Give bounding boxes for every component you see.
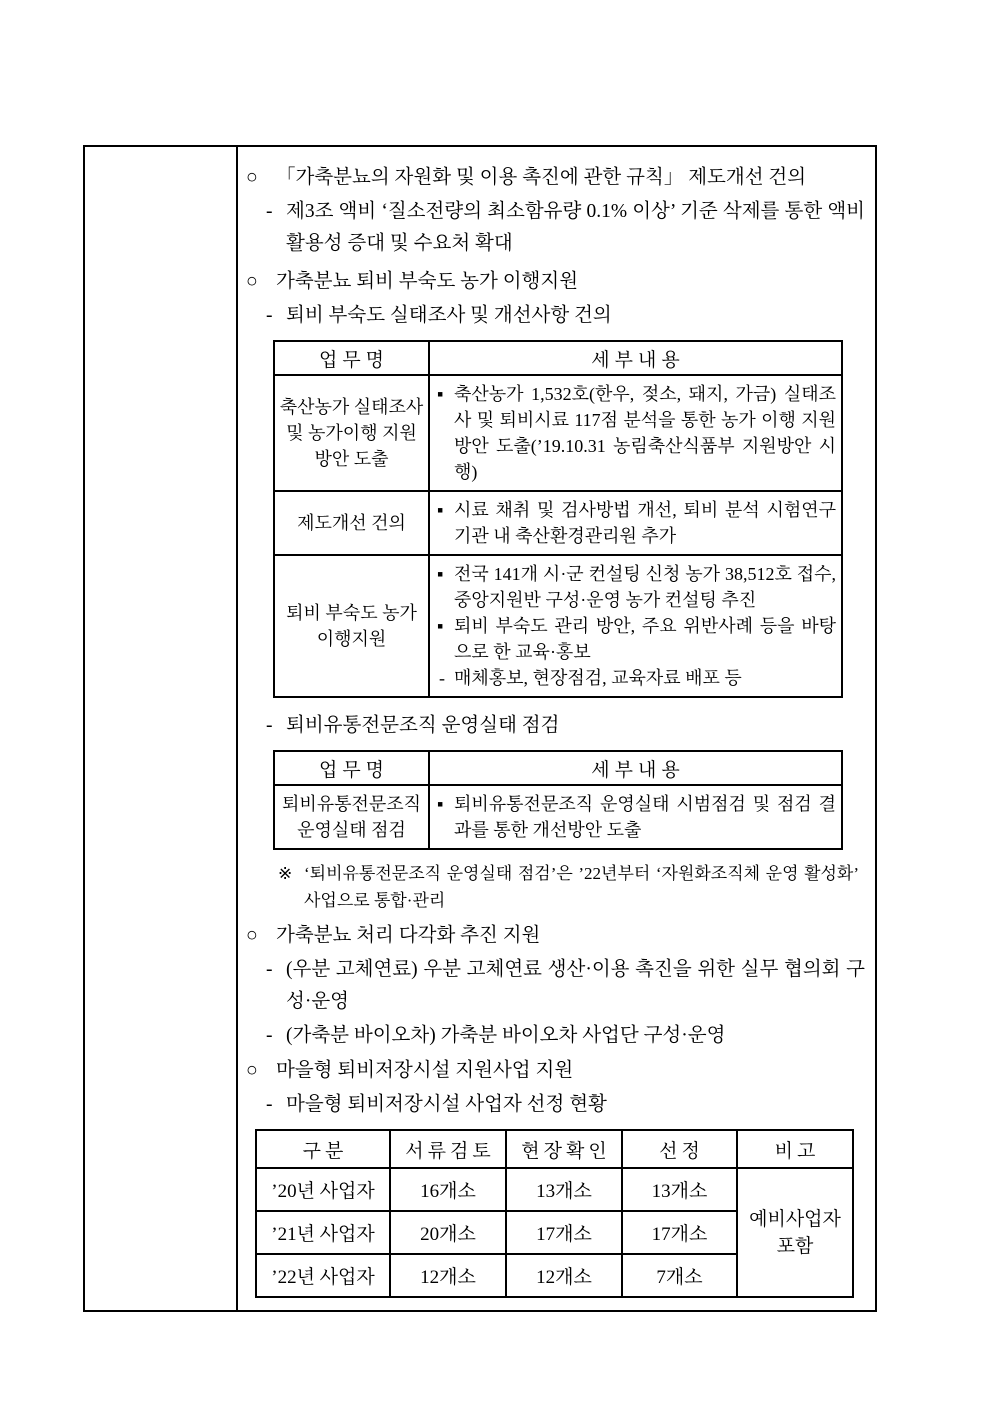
task-cell: 축산농가 실태조사 및 농가이행 지원 방안 도출 xyxy=(274,375,429,491)
doc-review-cell: 16개소 xyxy=(390,1168,506,1211)
table-row xyxy=(274,375,842,491)
compost-survey-table xyxy=(273,340,843,698)
task-cell: 퇴비유통전문조직 운영실태 점검 xyxy=(274,785,429,849)
circle-bullet: ○ xyxy=(246,1060,258,1081)
site-check-cell: 13개소 xyxy=(506,1168,622,1211)
dash-bullet: - xyxy=(266,1025,273,1046)
footnote xyxy=(246,860,869,914)
dash-compost-survey xyxy=(246,300,869,332)
table-row xyxy=(274,785,842,849)
year-cell: ’21년 사업자 xyxy=(256,1211,390,1254)
detail-item xyxy=(437,613,836,665)
dash-text: (우분 고체연료) 우분 고체연료 생산·이용 촉진을 위한 실무 협의회 구성·운영 xyxy=(286,959,865,1012)
table-row xyxy=(274,555,842,697)
doc-review-cell: 20개소 xyxy=(390,1211,506,1254)
footnote-text: ‘퇴비유통전문조직 운영실태 점검’은 ’22년부터 ‘자원화조직체 운영 활성화’ 사업으로 통합·관리 xyxy=(304,864,859,910)
site-check-cell: 17개소 xyxy=(506,1211,622,1254)
distribution-check-table xyxy=(273,750,843,850)
column-header-details: 세부내용 xyxy=(429,751,842,785)
dash-text: 퇴비 부숙도 실태조사 및 개선사항 건의 xyxy=(286,305,612,326)
year-cell: ’22년 사업자 xyxy=(256,1254,390,1297)
dash-distribution-check xyxy=(246,710,869,742)
dash-bullet: - xyxy=(266,1094,273,1115)
dash-text: 퇴비유통전문조직 운영실태 점검 xyxy=(286,715,560,736)
column-header-details: 세부내용 xyxy=(429,341,842,375)
dash-biochar xyxy=(246,1020,869,1052)
bullet-text: 「가축분뇨의 자원화 및 이용 촉진에 관한 규칙」 제도개선 건의 xyxy=(276,167,807,188)
left-header-cell xyxy=(85,147,238,1310)
detail-item xyxy=(437,791,836,843)
table-row xyxy=(274,491,842,555)
bullet-diversification xyxy=(246,920,869,952)
selected-cell: 13개소 xyxy=(622,1168,737,1211)
circle-bullet: ○ xyxy=(246,271,258,292)
column-header-category: 구분 xyxy=(256,1130,390,1168)
column-header-task: 업무명 xyxy=(274,751,429,785)
report-table-frame xyxy=(83,145,877,1312)
selected-cell: 7개소 xyxy=(622,1254,737,1297)
dash-text: 마을형 퇴비저장시설 사업자 선정 현황 xyxy=(286,1094,607,1115)
detail-text: 축산농가 1,532호(한우, 젖소, 돼지, 가금) 실태조사 및 퇴비시료 117점 분석을 통한 농가 이행 지원방안 도출(’19.10.31 농림축산식품부 지원방안 시행) xyxy=(454,384,836,482)
square-bullet: ▪ xyxy=(437,564,444,584)
dash-bullet: - xyxy=(439,668,445,688)
column-header-task: 업무명 xyxy=(274,341,429,375)
dash-bullet: - xyxy=(266,305,273,326)
bullet-compost-support xyxy=(246,266,869,298)
detail-item xyxy=(437,561,836,613)
column-header-selected: 선정 xyxy=(622,1130,737,1168)
details-cell xyxy=(429,491,842,555)
site-check-cell: 12개소 xyxy=(506,1254,622,1297)
column-header-remark: 비고 xyxy=(737,1130,853,1168)
detail-text: 퇴비 부숙도 관리 방안, 주요 위반사례 등을 바탕으로 한 교육·홍보 xyxy=(454,616,836,662)
dash-text: (가축분 바이오차) 가축분 바이오차 사업단 구성·운영 xyxy=(286,1025,726,1046)
square-bullet: ▪ xyxy=(437,616,444,636)
square-bullet: ▪ xyxy=(437,500,444,520)
details-cell xyxy=(429,375,842,491)
dash-village-selection xyxy=(246,1089,869,1121)
circle-bullet: ○ xyxy=(246,167,258,188)
column-header-doc-review: 서류검토 xyxy=(390,1130,506,1168)
square-bullet: ▪ xyxy=(437,794,444,814)
dash-solid-fuel xyxy=(246,954,869,1018)
dash-bullet: - xyxy=(266,201,273,222)
remark-cell: 예비사업자 포함 xyxy=(737,1168,853,1297)
task-cell: 제도개선 건의 xyxy=(274,491,429,555)
doc-review-cell: 12개소 xyxy=(390,1254,506,1297)
bullet-text: 가축분뇨 퇴비 부숙도 농가 이행지원 xyxy=(276,271,579,292)
table-header-row xyxy=(274,341,842,375)
detail-item xyxy=(437,381,836,485)
table-header-row xyxy=(256,1130,853,1168)
bullet-village-storage xyxy=(246,1055,869,1087)
content-cell xyxy=(238,147,875,1310)
task-cell: 퇴비 부숙도 농가 이행지원 xyxy=(274,555,429,697)
dash-rule-proposal-detail xyxy=(246,196,869,260)
circle-bullet: ○ xyxy=(246,925,258,946)
detail-item xyxy=(437,497,836,549)
detail-text: 시료 채취 및 검사방법 개선, 퇴비 분석 시험연구기관 내 축산환경관리원 추가 xyxy=(454,500,836,546)
details-cell xyxy=(429,785,842,849)
year-cell: ’20년 사업자 xyxy=(256,1168,390,1211)
detail-text: 퇴비유통전문조직 운영실태 시범점검 및 점검 결과를 통한 개선방안 도출 xyxy=(454,794,836,840)
selected-cell: 17개소 xyxy=(622,1211,737,1254)
detail-subitem xyxy=(437,665,836,691)
square-bullet: ▪ xyxy=(437,384,444,404)
table-row xyxy=(256,1168,853,1211)
table-header-row xyxy=(274,751,842,785)
bullet-rule-proposal xyxy=(246,162,869,194)
detail-text: 전국 141개 시·군 컨설팅 신청 농가 38,512호 접수, 중앙지원반 구성·운영 농가 컨설팅 추진 xyxy=(454,564,836,610)
reference-mark: ※ xyxy=(278,864,293,883)
bullet-text: 가축분뇨 처리 다각화 추진 지원 xyxy=(276,925,541,946)
details-cell xyxy=(429,555,842,697)
detail-text: 매체홍보, 현장점검, 교육자료 배포 등 xyxy=(454,668,742,688)
dash-text: 제3조 액비 ‘질소전량의 최소함유량 0.1% 이상’ 기준 삭제를 통한 액비 활용성 증대 및 수요처 확대 xyxy=(286,201,865,254)
selection-status-table xyxy=(255,1129,854,1298)
dash-bullet: - xyxy=(266,959,273,980)
column-header-site-check: 현장확인 xyxy=(506,1130,622,1168)
bullet-text: 마을형 퇴비저장시설 지원사업 지원 xyxy=(276,1060,574,1081)
dash-bullet: - xyxy=(266,715,273,736)
